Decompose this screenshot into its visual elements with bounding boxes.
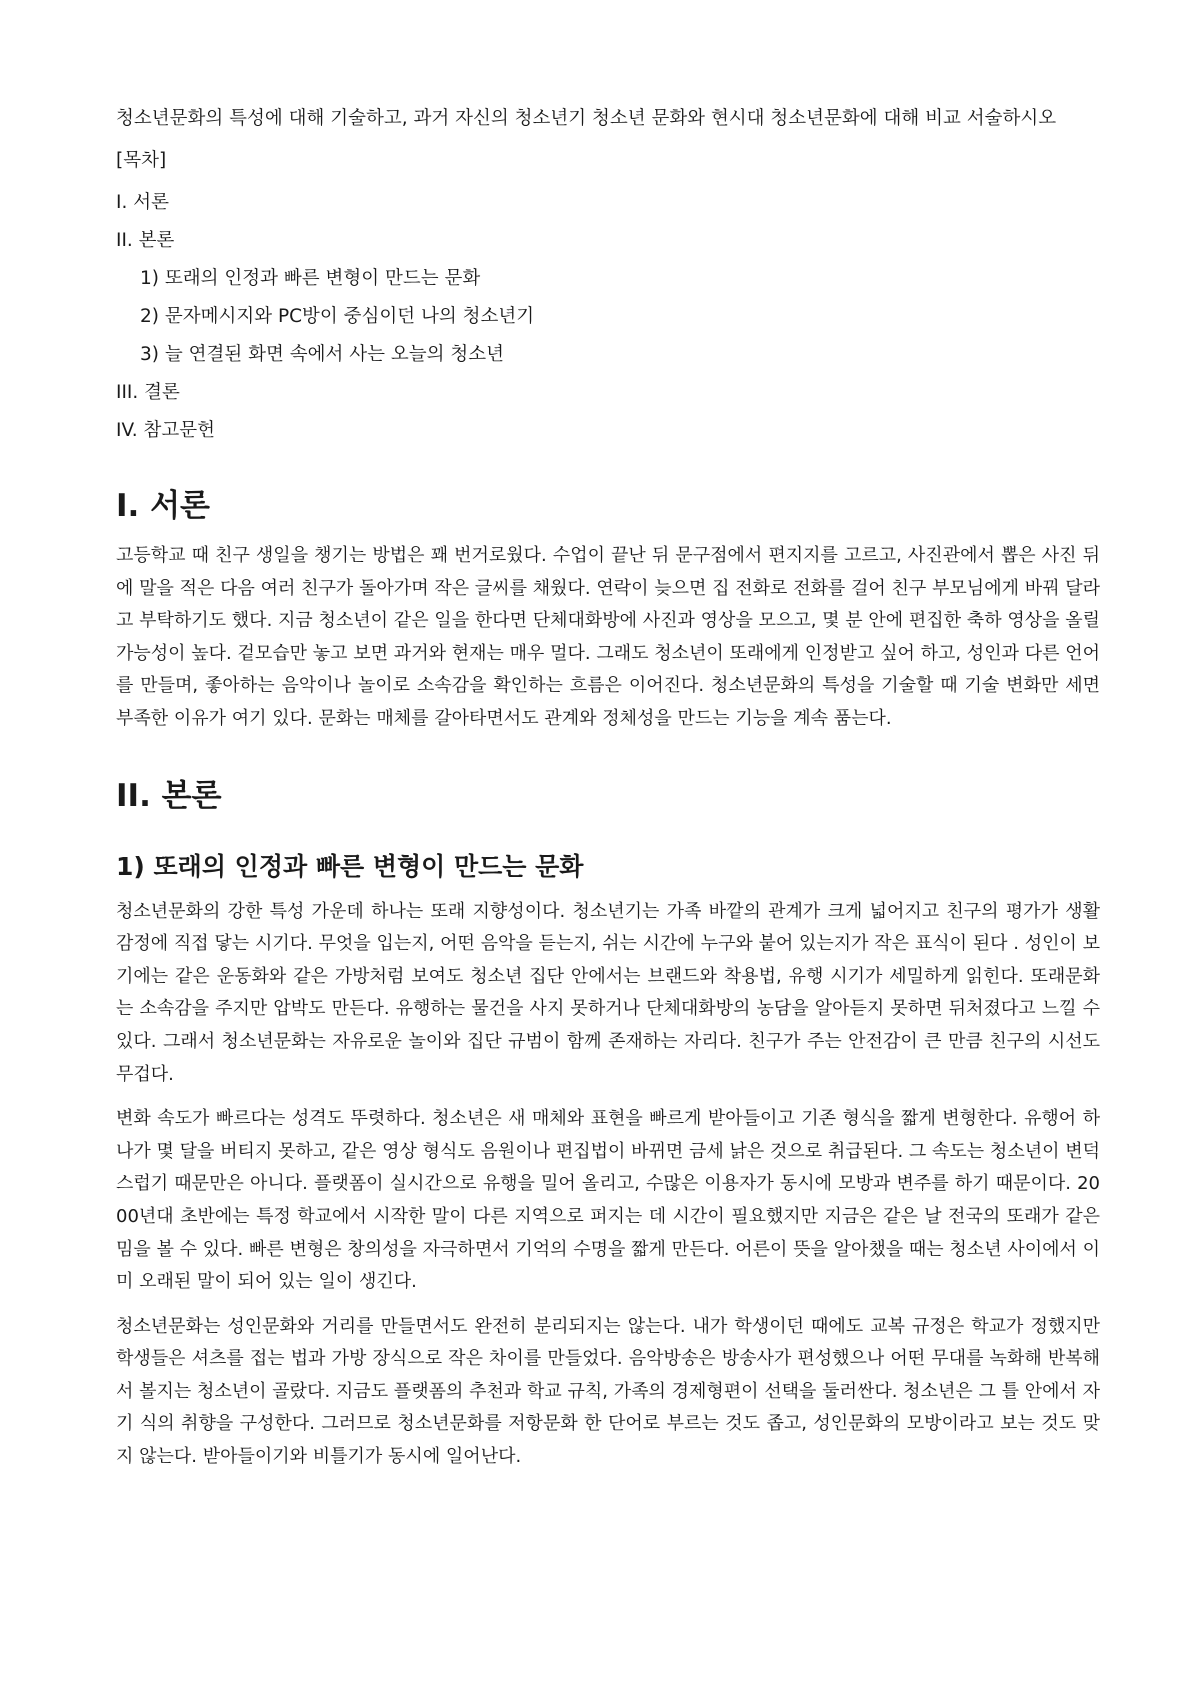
section-1-paragraph: 청소년문화는 성인문화와 거리를 만들면서도 완전히 분리되지는 않는다. 내가 학생이던 때에도 교복 규정은 학교가 정했지만 학생들은 셔츠를 접는 법과 가방 장식으로 작은 차이를 만들었다. 음악방송은 방송사가 편성했으나 어떤 무대를 녹화해 반복해서 볼지는 청소년이 골랐다. 지금도 플랫폼의 추천과 학교 규칙, 가족의 경제형편이 선택을 둘러싼다. 청소년은 그 틀 안에서 자기 식의 취향을 구성한다. 그러므로 청소년문화를 저항문화 한 단어로 부르는 것도 좁고, 성인문화의 모방이라고 보는 것도 맞지 않는다. 받아들이기와 비틀기가 동시에 일어난다.	[116, 1315, 1100, 1468]
section-1-paragraph: 청소년문화의 강한 특성 가운데 하나는 또래 지향성이다. 청소년기는 가족 바깥의 관계가 크게 넓어지고 친구의 평가가 생활 감정에 직접 닿는 시기다. 무엇을 입는지, 어떤 음악을 듣는지, 쉬는 시간에 누구와 붙어 있는지가 작은 표식이 된다 . 성인이 보기에는 같은 운동화와 같은 가방처럼 보여도 청소년 집단 안에서는 브랜드와 착용법, 유행 시기가 세밀하게 읽힌다. 또래문화는 소속감을 주지만 압박도 만든다. 유행하는 물건을 사지 못하거나 단체대화방의 농담을 알아듣지 못하면 뒤처졌다고 느낄 수 있다. 그래서 청소년문화는 자유로운 놀이와 집단 규범이 함께 존재하는 자리다. 친구가 주는 안전감이 큰 만큼 친구의 시선도 무겁다.	[116, 900, 1100, 1085]
toc-item-body-3: 3) 늘 연결된 화면 속에서 사는 오늘의 청소년	[140, 344, 504, 365]
body-heading: II. 본론	[116, 777, 222, 814]
document-page	[116, 104, 1100, 1486]
intro-paragraph: 고등학교 때 친구 생일을 챙기는 방법은 꽤 번거로웠다. 수업이 끝난 뒤 문구점에서 편지지를 고르고, 사진관에서 뽑은 사진 뒤에 말을 적은 다음 여러 친구가 돌아가며 작은 글씨를 채웠다. 연락이 늦으면 집 전화로 전화를 걸어 친구 부모님에게 바꿔 달라고 부탁하기도 했다. 지금 청소년이 같은 일을 한다면 단체대화방에 사진과 영상을 모으고, 몇 분 안에 편집한 축하 영상을 올릴 가능성이 높다. 겉모습만 놓고 보면 과거와 현재는 매우 멀다. 그래도 청소년이 또래에게 인정받고 싶어 하고, 성인과 다른 언어를 만들며, 좋아하는 음악이나 놀이로 소속감을 확인하는 흐름은 이어진다. 청소년문화의 특성을 기술할 때 기술 변화만 세면 부족한 이유가 여기 있다. 문화는 매체를 갈아타면서도 관계와 정체성을 만드는 기능을 계속 품는다.	[116, 545, 1100, 729]
toc-item-conclusion: III. 결론	[116, 382, 180, 403]
section-1-heading: 1) 또래의 인정과 빠른 변형이 만드는 문화	[116, 851, 584, 881]
assignment-prompt: 청소년문화의 특성에 대해 기술하고, 과거 자신의 청소년기 청소년 문화와 현시대 청소년문화에 대해 비교 서술하시오	[116, 108, 1057, 129]
toc-heading: [목차]	[116, 150, 167, 171]
section-1-paragraph: 변화 속도가 빠르다는 성격도 뚜렷하다. 청소년은 새 매체와 표현을 빠르게 받아들이고 기존 형식을 짧게 변형한다. 유행어 하나가 몇 달을 버티지 못하고, 같은 영상 형식도 음원이나 편집법이 바뀌면 금세 낡은 것으로 취급된다. 그 속도는 청소년이 변덕스럽기 때문만은 아니다. 플랫폼이 실시간으로 유행을 밀어 올리고, 수많은 이용자가 동시에 모방과 변주를 하기 때문이다. 2000년대 초반에는 특정 학교에서 시작한 말이 다른 지역으로 퍼지는 데 시간이 필요했지만 지금은 같은 날 전국의 또래가 같은 밈을 볼 수 있다. 빠른 변형은 창의성을 자극하면서 기억의 수명을 짧게 만든다. 어른이 뜻을 알아챘을 때는 청소년 사이에서 이미 오래된 말이 되어 있는 일이 생긴다.	[116, 1108, 1100, 1293]
toc-item-references: IV. 참고문헌	[116, 420, 215, 441]
toc-item-body-1: 1) 또래의 인정과 빠른 변형이 만드는 문화	[140, 268, 481, 289]
toc-item-body-2: 2) 문자메시지와 PC방이 중심이던 나의 청소년기	[140, 306, 535, 327]
toc-item-body: II. 본론	[116, 230, 175, 251]
toc-item-intro: I. 서론	[116, 192, 169, 213]
table-of-contents	[116, 188, 1100, 446]
intro-heading: I. 서론	[116, 488, 210, 524]
